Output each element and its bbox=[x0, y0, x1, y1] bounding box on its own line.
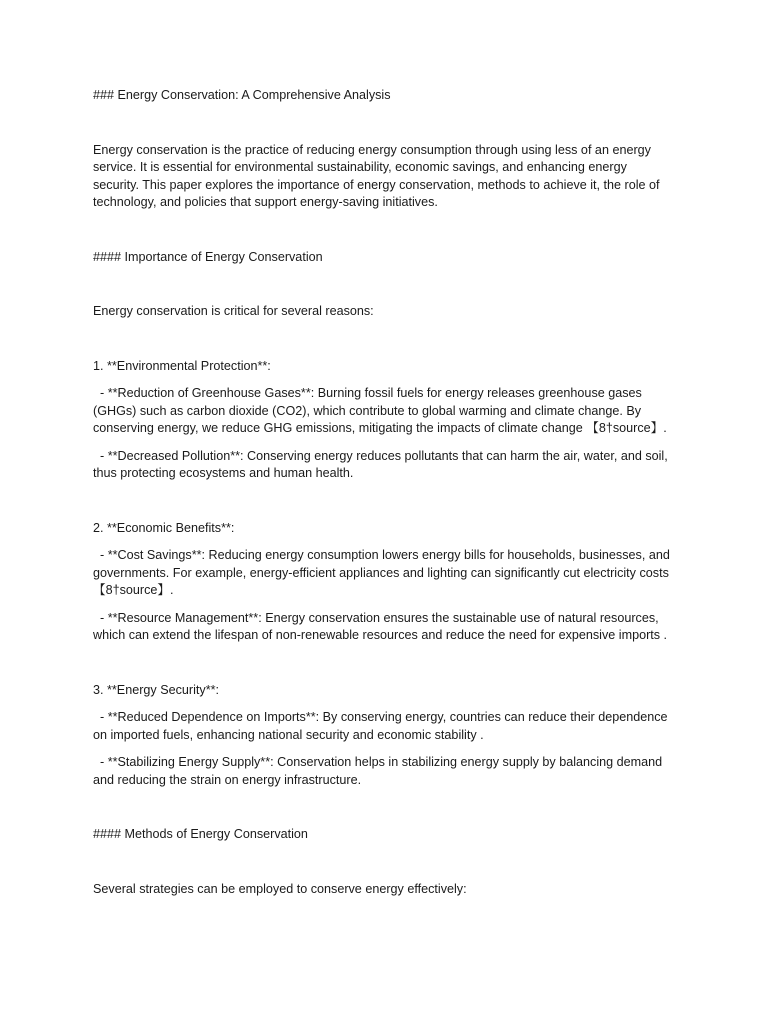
section-heading-importance: #### Importance of Energy Conservation bbox=[93, 249, 323, 264]
bullet-decreased-pollution: - **Decreased Pollution**: Conserving energy reduces pollutants that can harm the air, water, and soil, thus protecting ecosystems and human health. bbox=[93, 448, 672, 480]
intro-paragraph: Energy conservation is the practice of reducing energy consumption through using less of an energy service. It is essential for environmental sustainability, economic savings, and enhancing energy security. This paper explores the importance of energy conservation, methods to achieve it, the role of technology, and policies that support energy-saving initiatives. bbox=[93, 142, 660, 209]
bullet-stabilizing-supply: - **Stabilizing Energy Supply**: Conservation helps in stabilizing energy supply by balancing demand and reducing the strain on energy infrastructure. bbox=[93, 755, 666, 787]
list-item-heading-economic: 2. **Economic Benefits**: bbox=[93, 520, 235, 535]
bullet-greenhouse-gases: - **Reduction of Greenhouse Gases**: Burning fossil fuels for energy releases greenhouse gases (GHGs) such as carbon dioxide (CO2), which contribute to global warming and climate change. By conserving energy, we reduce GHG emissions, mitigating the impacts of climate change 【8†source】. bbox=[93, 386, 667, 435]
document-body bbox=[93, 87, 673, 898]
list-item-heading-energy-security: 3. **Energy Security**: bbox=[93, 682, 219, 697]
bullet-cost-savings: - **Cost Savings**: Reducing energy consumption lowers energy bills for households, businesses, and governments. For example, energy-efficient appliances and lighting can significantly cut electricity costs 【8†source】. bbox=[93, 548, 674, 597]
document-title: ### Energy Conservation: A Comprehensive Analysis bbox=[93, 88, 391, 102]
bullet-reduced-dependence: - **Reduced Dependence on Imports**: By conserving energy, countries can reduce their dependence on imported fuels, enhancing national security and economic stability . bbox=[93, 710, 672, 742]
section-intro-methods: Several strategies can be employed to conserve energy effectively: bbox=[93, 881, 467, 896]
section-intro-importance: Energy conservation is critical for several reasons: bbox=[93, 304, 374, 318]
section-heading-methods: #### Methods of Energy Conservation bbox=[93, 827, 308, 841]
bullet-resource-management: - **Resource Management**: Energy conservation ensures the sustainable use of natural resources, which can extend the lifespan of non-renewable resources and reduce the need for expensive imports . bbox=[93, 610, 668, 642]
list-item-heading-environmental: 1. **Environmental Protection**: bbox=[93, 358, 271, 373]
